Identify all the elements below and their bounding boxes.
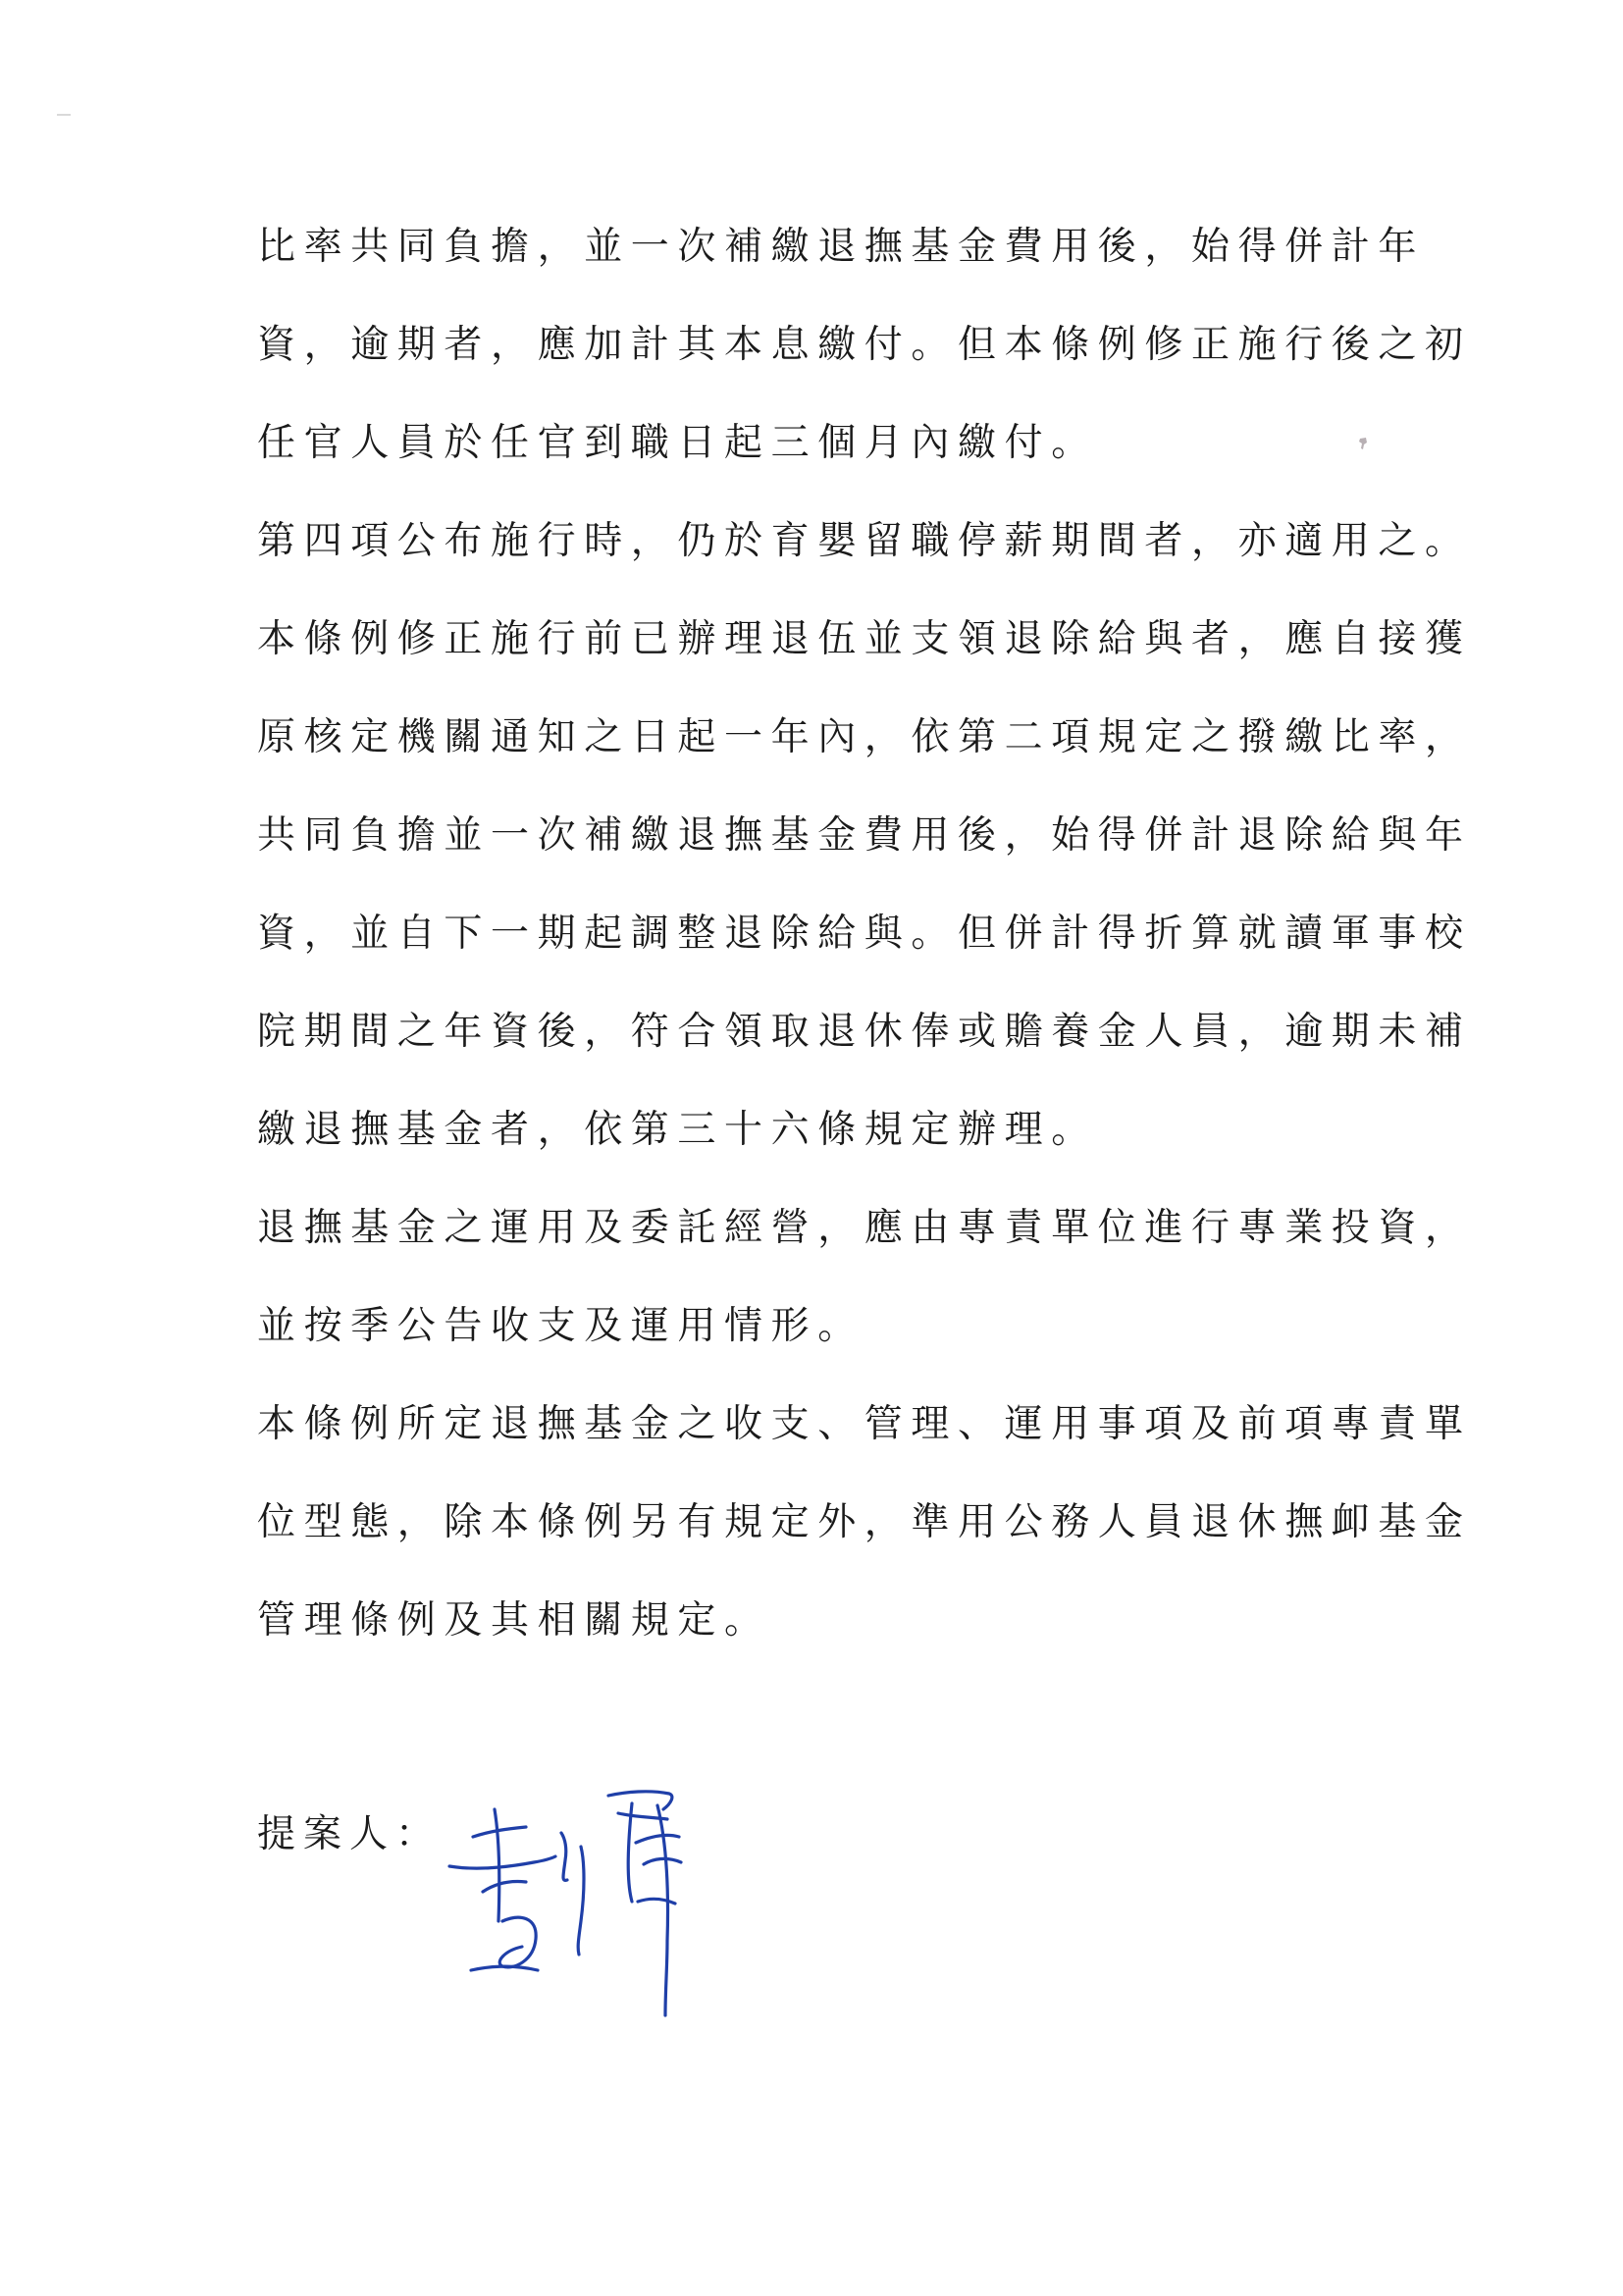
ink-speck xyxy=(1357,437,1369,450)
text-line: 管理條例及其相關規定。 xyxy=(257,1598,771,1643)
text-line: 院期間之年資後，符合領取退休俸或贍養金人員，逾期未補 xyxy=(257,1010,1472,1054)
body-text xyxy=(257,218,1472,1690)
text-line: 任官人員於任官到職日起三個月內繳付。 xyxy=(257,421,1098,465)
signature-strokes xyxy=(449,1792,681,2015)
text-line: 退撫基金之運用及委託經營，應由專責單位進行專業投資， xyxy=(257,1206,1472,1250)
text-line: 資，逾期者，應加計其本息繳付。但本條例修正施行後之初 xyxy=(257,323,1472,367)
scan-speck xyxy=(57,114,71,116)
text-line: 共同負擔並一次補繳退撫基金費用後，始得併計退除給與年 xyxy=(257,813,1472,858)
text-line: 位型態，除本條例另有規定外，準用公務人員退休撫卹基金 xyxy=(257,1500,1472,1544)
text-line: 本條例所定退撫基金之收支、管理、運用事項及前項專責單 xyxy=(257,1402,1472,1446)
text-line: 繳退撫基金者，依第三十六條規定辦理。 xyxy=(257,1108,1098,1152)
text-line: 比率共同負擔，並一次補繳退撫基金費用後，始得併計年 xyxy=(257,225,1426,269)
text-line: 本條例修正施行前已辦理退伍並支領退除給與者，應自接獲 xyxy=(257,617,1472,661)
text-line: 第四項公布施行時，仍於育嬰留職停薪期間者，亦適用之。 xyxy=(257,519,1472,563)
text-line: 資，並自下一期起調整退除給與。但併計得折算就讀軍事校 xyxy=(257,912,1472,956)
handwritten-signature xyxy=(444,1774,738,2029)
text-line: 並按季公告收支及運用情形。 xyxy=(257,1304,864,1348)
text-line: 原核定機關通知之日起一年內，依第二項規定之撥繳比率， xyxy=(257,715,1472,759)
proposer-label: 提案人： xyxy=(257,1812,443,1856)
